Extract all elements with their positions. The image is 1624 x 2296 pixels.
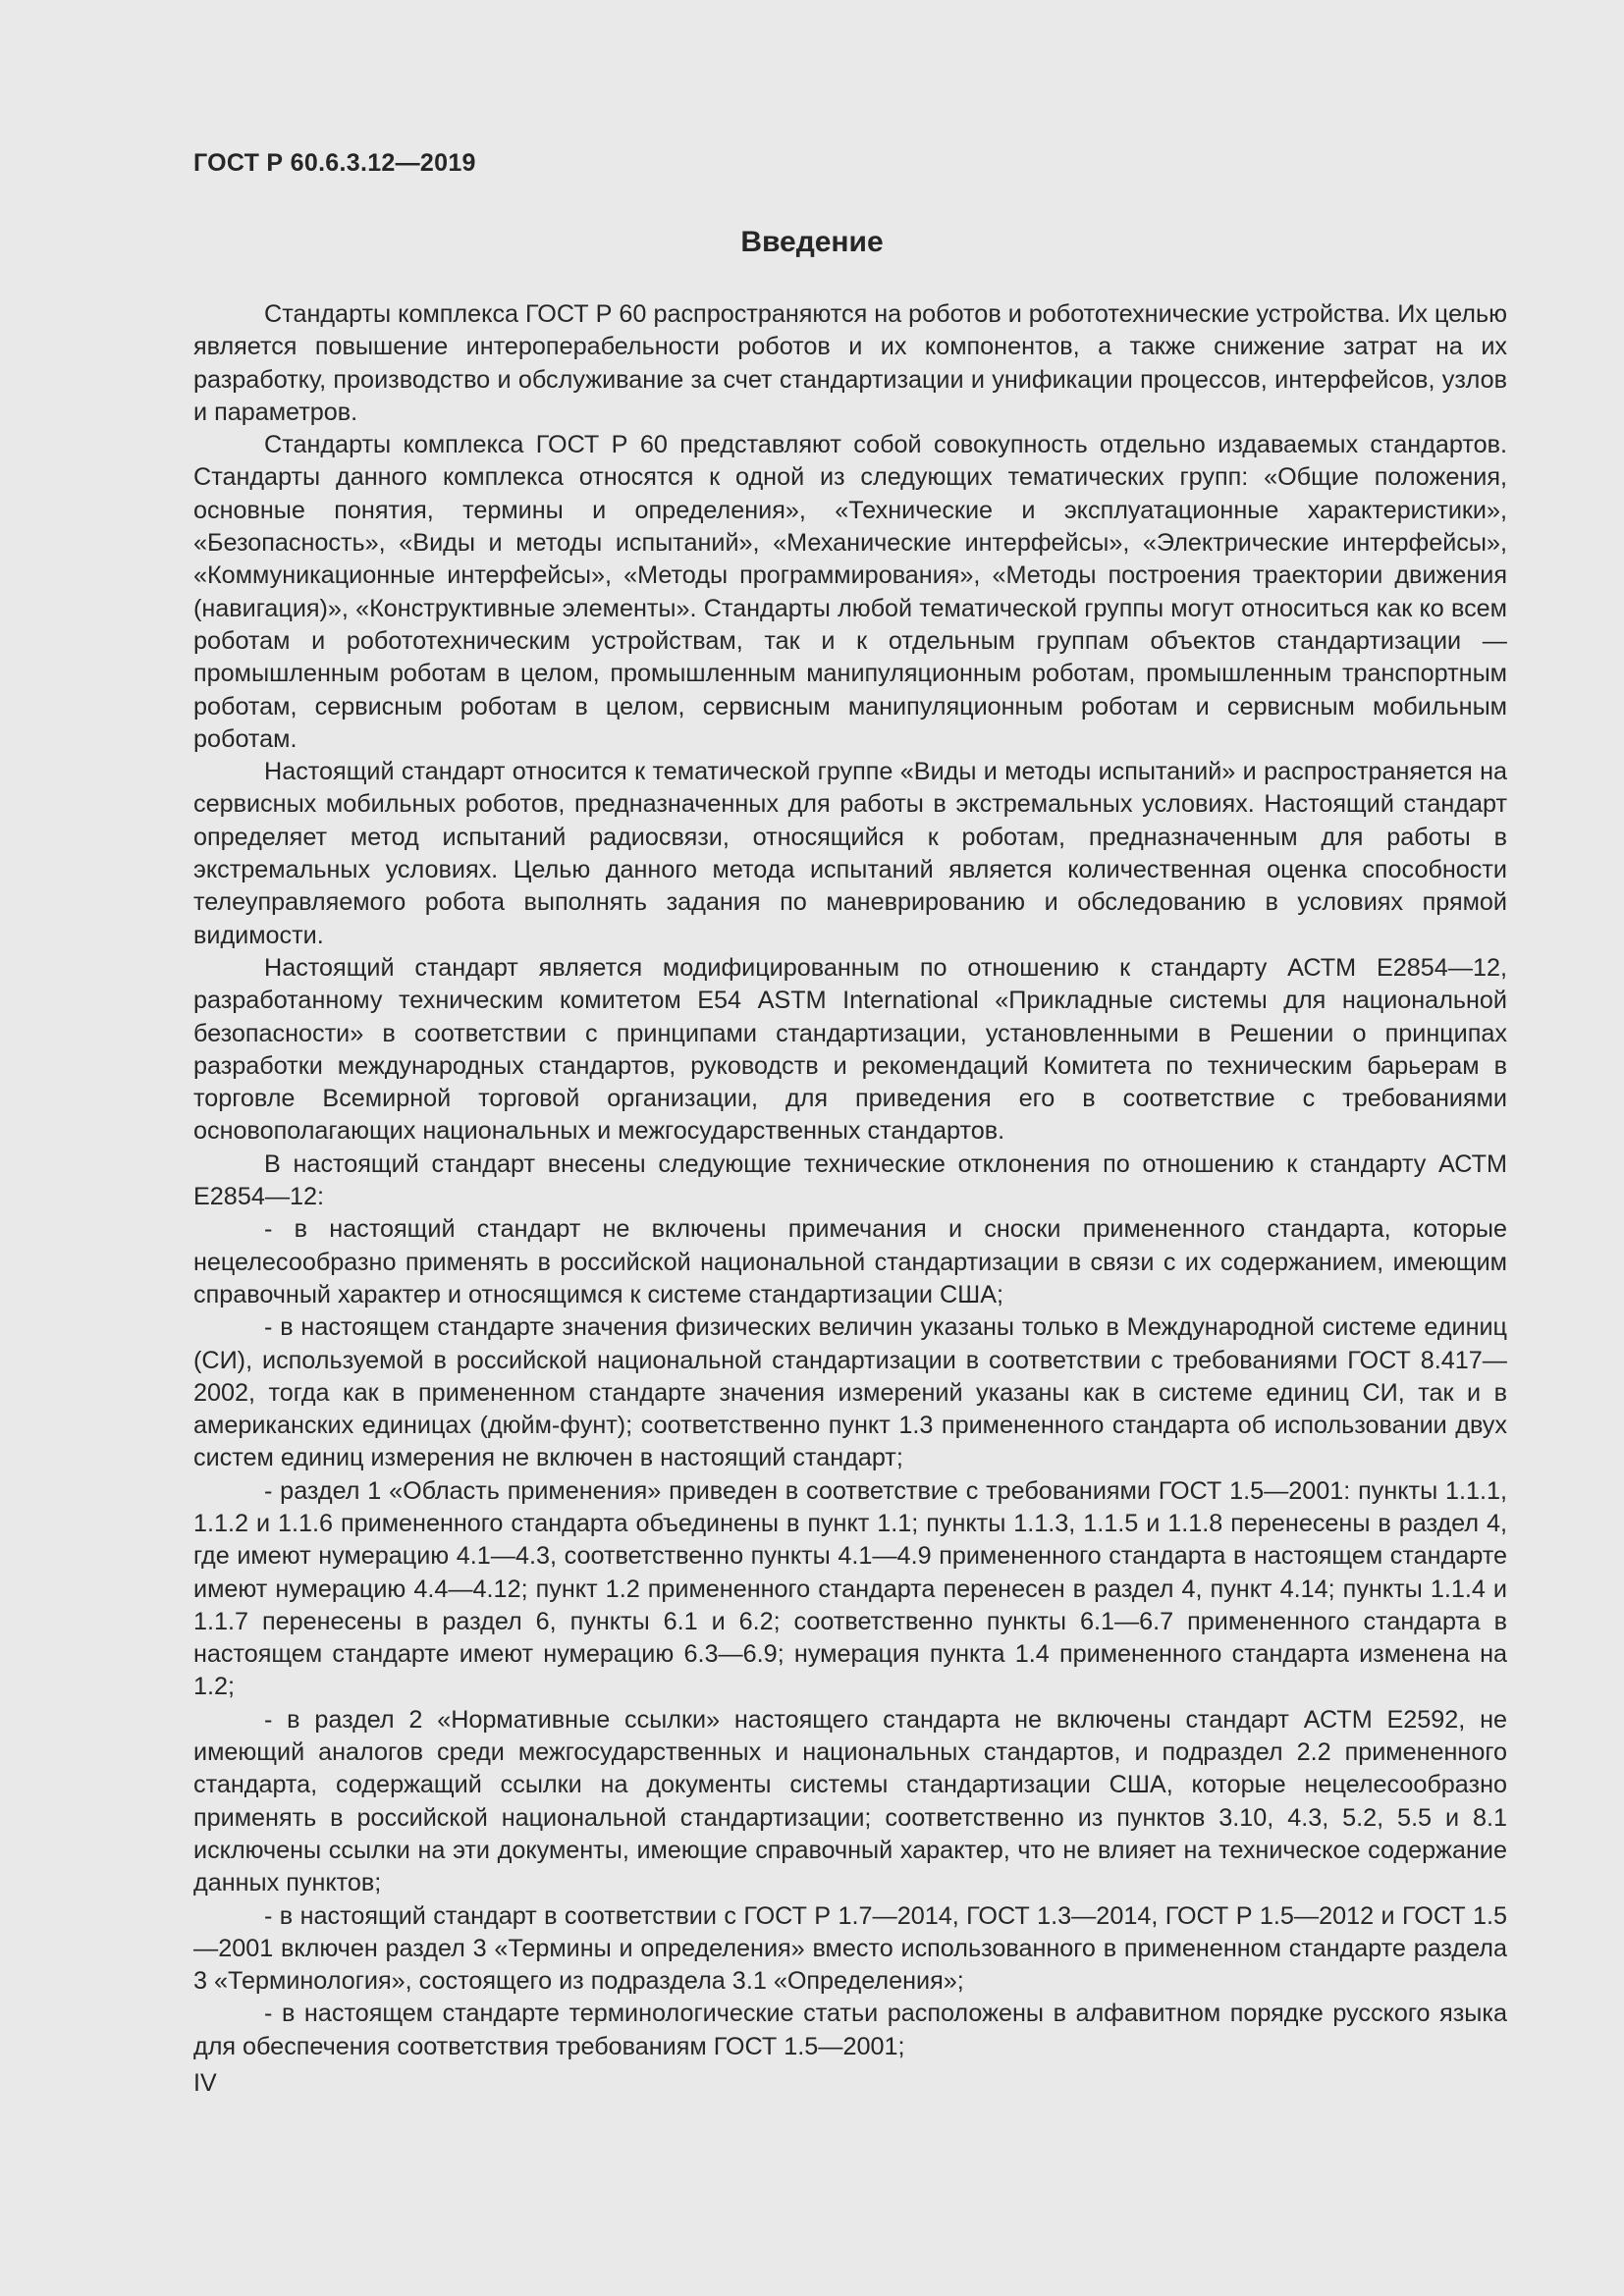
list-item: - в настоящий стандарт в соответствии с ГОСТ Р 1.7—2014, ГОСТ 1.3—2014, ГОСТ Р 1.5—2012 и ГОСТ 1.5—2001 включен раздел 3 «Термины и определения» вместо использованного в примененном стандарте раздела 3 «Терминология», состоящего из подраздела 3.1 «Определения»; [193, 1901, 1507, 1996]
list-item: - в настоящем стандарте значения физических величин указаны только в Международной системе единиц (СИ), используемой в российской национальной стандартизации в соответствии с требованиями ГОСТ 8.417—2002, тогда как в примененном стандарте значения измерений указаны как в системе единиц СИ, так и в американских единицах (дюйм-фунт); соответственно пункт 1.3 примененного стандарта об использовании двух систем единиц измерения не включен в настоящий стандарт; [193, 1313, 1507, 1472]
paragraph: Настоящий стандарт относится к тематической группе «Виды и методы испытаний» и распространяется на сервисных мобильных роботов, предназначенных для работы в экстремальных условиях. Настоящий стандарт определяет метод испытаний радиосвязи, относящийся к роботам, предназначенным для работы в экстремальных условиях. Целью данного метода испытаний является количественная оценка способности телеуправляемого робота выполнять задания по маневрированию и обследованию в условиях прямой видимости. [193, 758, 1507, 949]
list-item: - в настоящем стандарте терминологические статьи расположены в алфавитном порядке русского языка для обеспечения соответствия требованиям ГОСТ 1.5—2001; [193, 2000, 1507, 2060]
introduction-body [193, 298, 1507, 2063]
list-item: - в настоящий стандарт не включены примечания и сноски примененного стандарта, которые нецелесообразно применять в российской национальной стандартизации в связи с их содержанием, имеющим справочный характер и относящимся к системе стандартизации США; [193, 1215, 1507, 1308]
paragraph: Стандарты комплекса ГОСТ Р 60 представляют собой совокупность отдельно издаваемых стандартов. Стандарты данного комплекса относятся к одной из следующих тематических групп: «Общие положения, основные понятия, термины и определения», «Технические и эксплуатационные характеристики», «Безопасность», «Виды и методы испытаний», «Механические интерфейсы», «Электрические интерфейсы», «Коммуникационные интерфейсы», «Методы программирования», «Методы построения траектории движения (навигация)», «Конструктивные элементы». Стандарты любой тематической группы могут относиться как ко всем роботам и робототехническим устройствам, так и к отдельным группам объектов стандартизации — промышленным роботам в целом, промышленным манипуляционным роботам, промышленным транспортным роботам, сервисным роботам в целом, сервисным манипуляционным роботам и сервисным мобильным роботам. [193, 431, 1507, 753]
document-code-header: ГОСТ Р 60.6.3.12—2019 [193, 149, 476, 177]
paragraph: Настоящий стандарт является модифицированным по отношению к стандарту АСТМ Е2854—12, разработанному техническим комитетом Е54 ASTM International «Прикладные системы для национальной безопасности» в соответствии с принципами стандартизации, установленными в Решении о принципах разработки международных стандартов, руководств и рекомендаций Комитета по техническим барьерам в торговле Всемирной торговой организации, для приведения его в соответствие с требованиями основополагающих национальных и межгосударственных стандартов. [193, 953, 1507, 1146]
section-title: Введение [740, 226, 884, 258]
list-item: - раздел 1 «Область применения» приведен в соответствие с требованиями ГОСТ 1.5—2001: пункты 1.1.1, 1.1.2 и 1.1.6 примененного стандарта объединены в пункт 1.1; пункты 1.1.3, 1.1.5 и 1.1.8 перенесены в раздел 4, где имеют нумерацию 4.1—4.3, соответственно пункты 4.1—4.9 примененного стандарта в настоящем стандарте имеют нумерацию 4.4—4.12; пункт 1.2 примененного стандарта перенесен в раздел 4, пункт 4.14; пункты 1.1.4 и 1.1.7 перенесены в раздел 6, пункты 6.1 и 6.2; соответственно пункты 6.1—6.7 примененного стандарта в настоящем стандарте имеют нумерацию 6.3—6.9; нумерация пункта 1.4 примененного стандарта изменена на 1.2; [193, 1476, 1507, 1701]
page-number: IV [193, 2069, 217, 2097]
list-item: - в раздел 2 «Нормативные ссылки» настоящего стандарта не включены стандарт АСТМ Е2592, не имеющий аналогов среди межгосударственных и национальных стандартов, и подраздел 2.2 примененного стандарта, содержащий ссылки на документы системы стандартизации США, которые нецелесообразно применять в российской национальной стандартизации; соответственно из пунктов 3.10, 4.3, 5.2, 5.5 и 8.1 исключены ссылки на эти документы, имеющие справочный характер, что не влияет на техническое содержание данных пунктов; [193, 1705, 1507, 1897]
paragraph: Стандарты комплекса ГОСТ Р 60 распространяются на роботов и робототехнические устройства. Их целью является повышение интероперабельности роботов и их компонентов, а также снижение затрат на их разработку, производство и обслуживание за счет стандартизации и унификации процессов, интерфейсов, узлов и параметров. [193, 300, 1507, 426]
paragraph: В настоящий стандарт внесены следующие технические отклонения по отношению к стандарту АСТМ Е2854—12: [193, 1149, 1507, 1211]
